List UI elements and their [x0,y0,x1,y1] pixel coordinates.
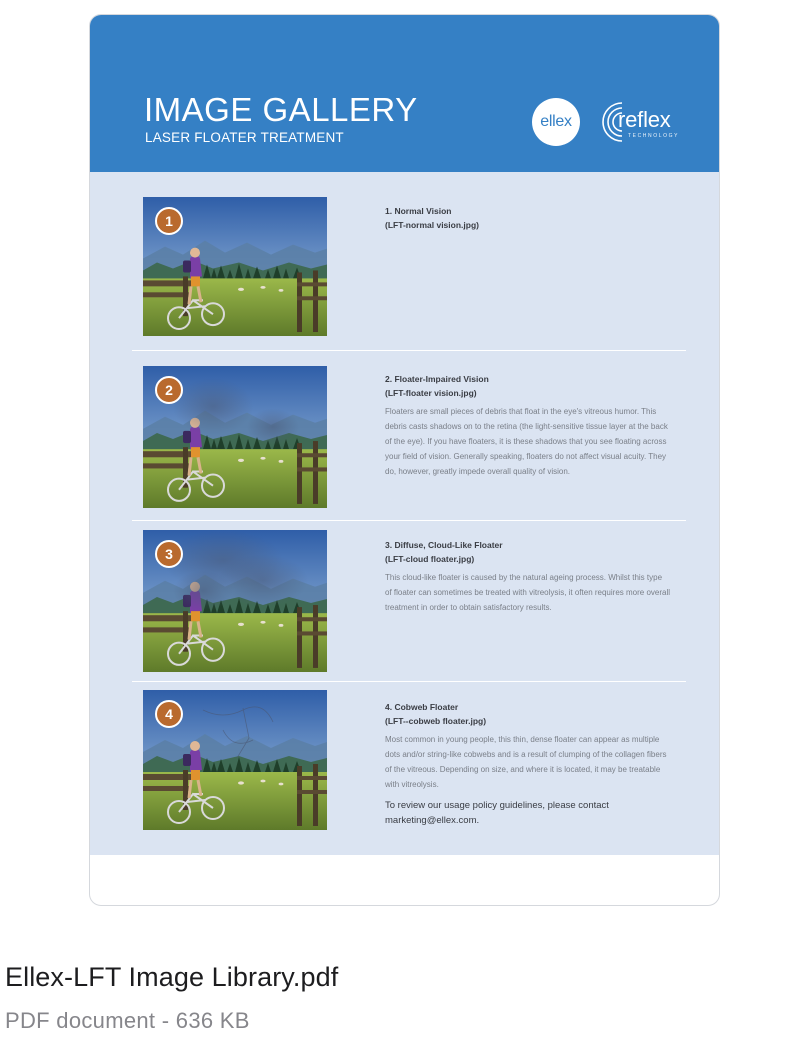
entry-description: Floaters are small pieces of debris that float in the eye's vitreous humor. This debris casts shadows on to the retina (the light-sensitive tissue layer at the back of the eye). If you have floaters, it is these shadows that you see floating across your field of vision. Generally speaking, floaters do not affect visual acuity. They do, however, greatly impede overall quality of vision. [385,407,668,476]
entry-filename: (LFT-floater vision.jpg) [385,388,477,398]
entry-filename: (LFT--cobweb floater.jpg) [385,716,487,726]
document-subtitle: LASER FLOATER TREATMENT [145,130,344,145]
entry-filename: (LFT-cloud floater.jpg) [385,554,475,564]
photo-cloud-floater [143,530,327,672]
document-title: IMAGE GALLERY [144,91,418,128]
number-badge: 1 [155,207,183,235]
entry-description: Most common in young people, this thin, dense floater can appear as multiple dots and/or string-like cobwebs and is a result of clumping of the collagen fibers of the vitreous. Depending on size, and where it is located, it may be treatable with vitreolysis. [385,735,667,789]
reflex-logo-icon [592,99,688,145]
pdf-preview-card[interactable] [89,14,720,906]
entry-filename: (LFT-normal vision.jpg) [385,220,479,230]
file-name: Ellex-LFT Image Library.pdf [5,962,339,992]
divider [132,350,686,351]
usage-note: To review our usage policy guidelines, please contact marketing@ellex.com. [385,800,609,826]
entry-description: This cloud-like floater is caused by the natural ageing process. Whilst this type of floater can sometimes be treated with vitreolysis, it often requires more overall treatment in order to obtain satisfactory results. [385,573,671,612]
entry-title: 3. Diffuse, Cloud-Like Floater [385,540,503,550]
number-badge: 3 [155,540,183,568]
reflex-logo-tagline: TECHNOLOGY [628,133,680,139]
entry-3 [385,538,670,615]
entry-title: 4. Cobweb Floater [385,702,459,712]
entry-1 [385,204,670,232]
document-body [90,172,719,855]
number-badge: 4 [155,700,183,728]
photo-cobweb-floater [143,690,327,830]
divider [132,681,686,682]
file-meta: PDF document - 636 KB [5,1008,250,1033]
entry-4 [385,700,670,828]
entry-title: 1. Normal Vision [385,206,452,216]
ellex-logo-icon [532,98,580,146]
divider [132,520,686,521]
entry-2 [385,372,670,479]
photo-normal-vision [143,197,327,336]
document-header [90,15,719,172]
reflex-logo-text: reflex [618,107,671,132]
number-badge: 2 [155,376,183,404]
ellex-logo-text: ellex [540,113,572,130]
entry-title: 2. Floater-Impaired Vision [385,374,489,384]
photo-floater-vision [143,366,327,508]
